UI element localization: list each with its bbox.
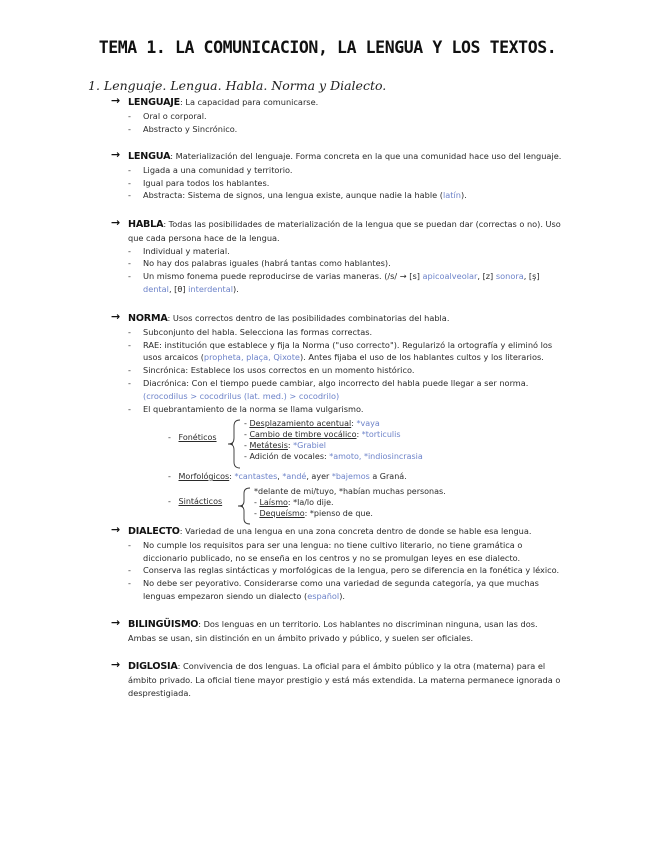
arrow-icon: →: [111, 94, 121, 107]
bilinguismo-definition: : Dos lenguas en un territorio. Los hablantes no discriminan ninguna, usan las dos. Ambas se usan, sin distinción en un ámbito privado y público, y suelen ser oficiales.: [128, 619, 538, 643]
term-diglosia: DIGLOSIA: [128, 661, 178, 672]
list-item: - Abstracto y Sincrónico.: [128, 123, 568, 136]
list-item: - Oral o corporal.: [128, 110, 568, 123]
section-heading: 1. Lenguaje. Lengua. Habla. Norma y Dialecto.: [88, 78, 387, 93]
norma-block: [111, 310, 568, 415]
arrow-icon: →: [111, 148, 121, 161]
example-text: latín: [442, 190, 461, 201]
arrow-icon: →: [111, 523, 121, 536]
sintacticos-list: *delante de mi/tuyo, *habían muchas personas. - Laísmo: *la/lo dije. - Dequeísmo: *pienso de que.: [254, 487, 446, 518]
list-item: - Conserva las reglas sintácticas y morfológicas de la lengua, pero se diferencia en la fonética y léxico.: [128, 564, 568, 577]
arrow-icon: →: [111, 616, 121, 629]
habla-definition: : Todas las posibilidades de materialización de la lengua que se puedan dar (correctas o no). Uso que cada persona hace de la lengua.: [128, 219, 561, 243]
lenguaje-block: [111, 94, 568, 135]
term-habla: HABLA: [128, 219, 164, 230]
example-text: dental: [143, 283, 169, 294]
list-item: - RAE: institución que establece y fija la Norma ("uso correcto"). Regularizó la ortografía y eliminó los usos arcaicos (propheta, plaça, Qixote). Antes fijaba el uso de los hablantes cultos y los literarios.: [128, 339, 568, 365]
habla-block: [111, 216, 568, 296]
foneticos-list: - Desplazamiento acentual: *vaya - Cambio de timbre vocálico: *torticulis - Metátesis: *Grabiel - Adición de vocales: *amoto, *indiosincrasia: [244, 419, 423, 461]
lengua-definition: : Materialización del lenguaje. Forma concreta en la que una comunidad hace uso del lenguaje.: [170, 151, 562, 161]
term-lenguaje: LENGUAJE: [128, 97, 181, 108]
foneticos-label: - Fonéticos: [168, 433, 217, 442]
document-title: TEMA 1. LA COMUNICACION, LA LENGUA Y LOS TEXTOS.: [98, 38, 557, 57]
arrow-icon: →: [111, 310, 121, 323]
term-lengua: LENGUA: [128, 151, 171, 162]
term-dialecto: DIALECTO: [128, 526, 180, 537]
list-item: - No hay dos palabras iguales (habrá tantas como hablantes).: [128, 257, 568, 270]
norma-definition: : Usos correctos dentro de las posibilidades combinatorias del habla.: [167, 313, 450, 323]
list-item: - Ligada a una comunidad y territorio.: [128, 164, 568, 177]
lengua-block: [111, 148, 568, 202]
list-item: - No debe ser peyorativo. Considerarse como una variedad de segunda categoría, ya que muchas lenguas empezaron siendo un dialecto (español).: [128, 577, 568, 603]
arrow-icon: →: [111, 216, 121, 229]
morfologicos-line: - Morfológicos: *cantastes, *andé, ayer *bajemos a Graná.: [168, 472, 407, 481]
arrow-icon: →: [111, 658, 121, 671]
list-item: - Abstracta: Sistema de signos, una lengua existe, aunque nadie la hable (latín).: [128, 189, 568, 202]
example-text: apicoalveolar: [422, 271, 478, 282]
term-norma: NORMA: [128, 313, 168, 324]
dialecto-block: [111, 523, 568, 603]
list-item: - El quebrantamiento de la norma se llama vulgarismo.: [128, 403, 568, 416]
brace-icon: [236, 486, 256, 526]
list-item: - Un mismo fonema puede reproducirse de varias maneras. (/s/ → [s] apicoalveolar, [z] sonora, [ş] dental, [θ] interdental).: [128, 270, 568, 296]
term-bilinguismo: BILINGÜISMO: [128, 619, 199, 630]
example-text: (crocodilus > cocodrilus (lat. med.) > cocodrilo): [143, 390, 340, 401]
diglosia-block: [111, 658, 568, 699]
example-text: propheta, plaça, Qixote: [203, 352, 300, 363]
example-text: sonora: [495, 271, 524, 282]
bilinguismo-block: [111, 616, 568, 645]
diglosia-definition: : Convivencia de dos lenguas. La oficial para el ámbito público y la otra (materna) para el ámbito privado. La oficial tiene mayor prestigio y está más extendida. La materna permanece ignorada o desprestigiada.: [128, 661, 561, 698]
list-item: - No cumple los requisitos para ser una lengua: no tiene cultivo literario, no tiene gramática o diccionario publicado, no se enseña en los centros y no se promulgan leyes en ese dialecto.: [128, 539, 568, 565]
list-item: - Igual para todos los hablantes.: [128, 177, 568, 190]
lenguaje-definition: : La capacidad para comunicarse.: [180, 97, 319, 107]
sintacticos-label: - Sintácticos: [168, 497, 223, 506]
list-item: - Sincrónica: Establece los usos correctos en un momento histórico.: [128, 364, 568, 377]
list-item: - Individual y material.: [128, 245, 568, 258]
example-text: español: [307, 590, 340, 601]
example-text: interdental: [188, 283, 234, 294]
list-item: - Diacrónica: Con el tiempo puede cambiar, algo incorrecto del habla puede llegar a ser norma. (crocodilus > cocodrilus (lat. med.) > cocodrilo): [128, 377, 568, 403]
list-item: - Subconjunto del habla. Selecciona las formas correctas.: [128, 326, 568, 339]
dialecto-definition: : Variedad de una lengua en una zona concreta dentro de donde se hable esa lengua.: [179, 526, 532, 536]
brace-icon: [226, 418, 246, 470]
